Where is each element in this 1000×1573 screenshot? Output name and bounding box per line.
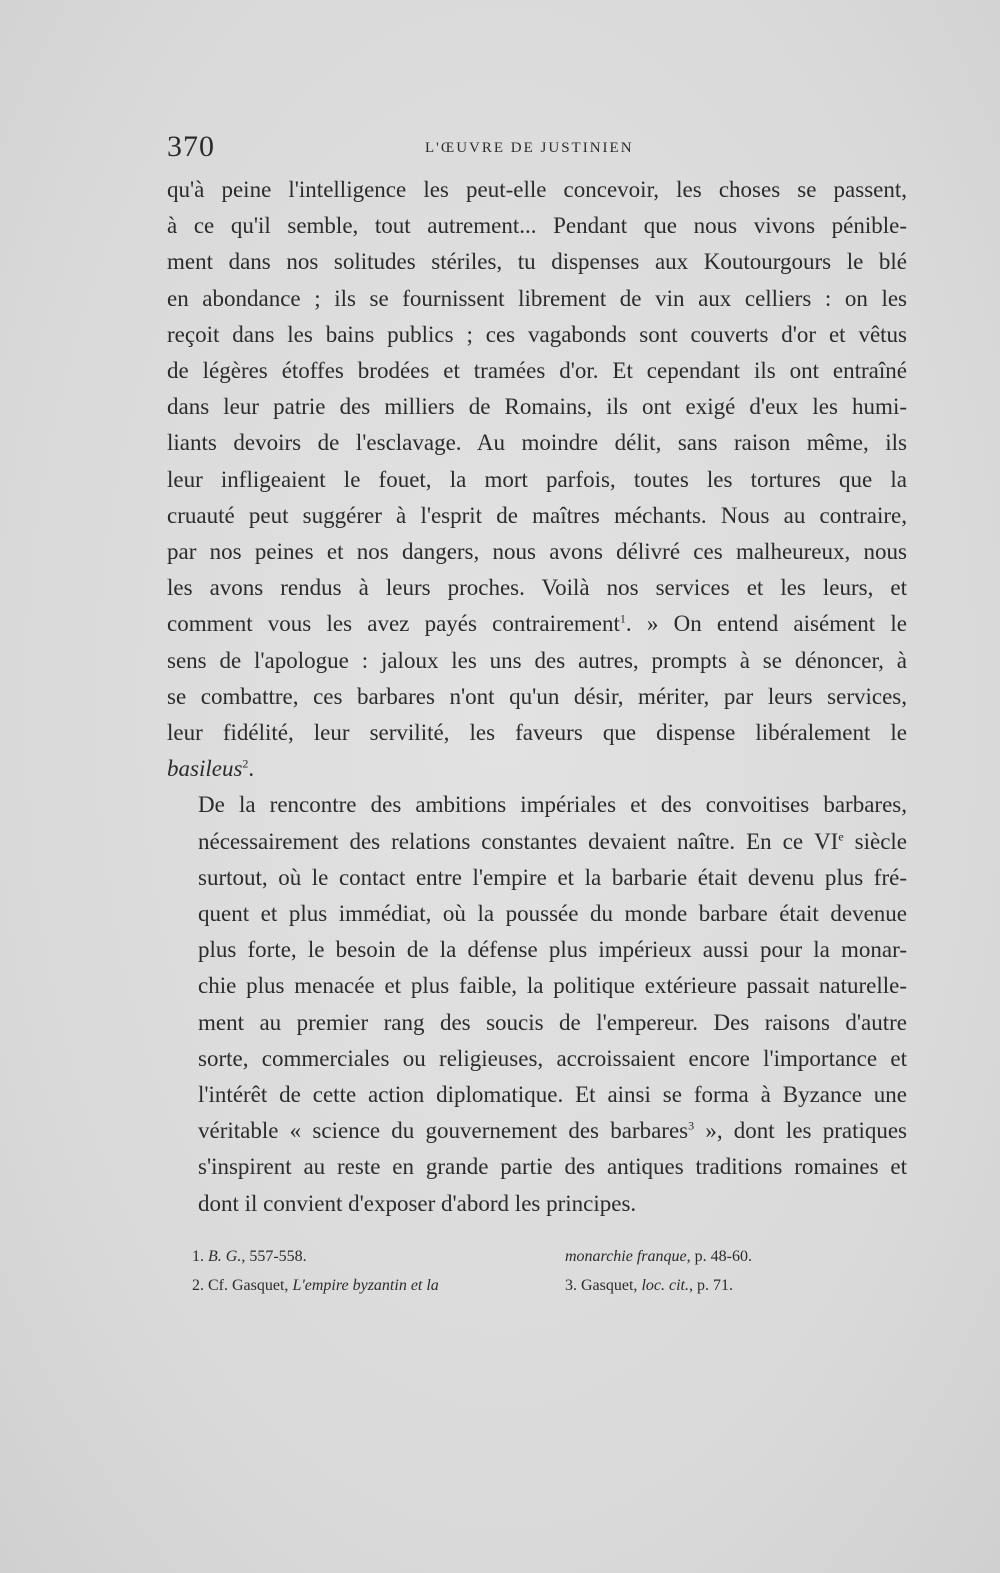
line-text: nécessairement des relations constantes devaient naître. En ce	[198, 828, 804, 854]
line-text: . » On entend aisément le	[625, 611, 907, 637]
text-line: qu'à peine l'intelligence les peut-elle concevoir, les choses se passent,	[167, 177, 907, 202]
text-line: surtout, où le contact entre l'empire et la barbarie était devenu plus fré-	[198, 864, 907, 890]
paragraph-1	[167, 172, 907, 787]
line-text: comment vous les avez payés contrairement	[167, 611, 620, 637]
running-title: L'ŒUVRE DE JUSTINIEN	[425, 140, 634, 156]
footnote-3	[565, 1271, 825, 1300]
paragraph-2	[167, 787, 907, 1221]
footnotes-right-column	[565, 1242, 825, 1300]
text-line: leur fidélité, leur servilité, les faveurs que dispense libéralement le	[167, 720, 907, 746]
line-text: », dont les pratiques	[694, 1118, 908, 1144]
page-header	[167, 130, 907, 170]
text-line: les avons rendus à leurs proches. Voilà nos services et les leurs, et	[167, 575, 907, 601]
footnote-italic: L'empire byzantin et la	[292, 1277, 439, 1294]
footnote-2	[192, 1271, 542, 1300]
footnote-italic: monarchie franque	[565, 1248, 687, 1265]
footnote-number: 3.	[565, 1277, 577, 1294]
footnote-italic: B. G.	[208, 1248, 242, 1265]
text-line: par nos peines et nos dangers, nous avons délivré ces malheureux, nous	[167, 539, 907, 565]
footnote-italic: loc. cit.	[641, 1277, 689, 1294]
footnote-text: , 557-558.	[241, 1248, 307, 1265]
page-number: 370	[167, 130, 215, 163]
line-text: véritable « science du gouvernement des barbares	[198, 1118, 689, 1144]
footnote-ref-2: 2	[242, 756, 249, 771]
text-line: quent et plus immédiat, où la poussée du monde barbare était devenue	[198, 901, 907, 927]
footnote-ref-1: 1	[619, 611, 626, 626]
text-line: plus forte, le besoin de la défense plus impérieux aussi pour la monar-	[198, 937, 907, 963]
text-line: reçoit dans les bains publics ; ces vagabonds sont couverts d'or et vêtus	[167, 321, 907, 347]
text-line: liants devoirs de l'esclavage. Au moindre délit, sans raison même, ils	[167, 430, 907, 456]
text-line: De la rencontre des ambitions impériales et des convoitises barbares,	[198, 792, 907, 818]
line-text: siècle	[843, 828, 908, 854]
text-line: chie plus menacée et plus faible, la politique extérieure passait naturelle-	[198, 973, 907, 999]
text-line: se combattre, ces barbares n'ont qu'un désir, mériter, par leurs services,	[167, 683, 907, 709]
text-line: sens de l'apologue : jaloux les uns des autres, prompts à se dénoncer, à	[167, 647, 907, 673]
century-suffix: e	[838, 829, 844, 843]
text-line	[167, 751, 907, 787]
footnote-number: 2.	[192, 1277, 204, 1294]
footnote-number: 1.	[192, 1248, 204, 1265]
footnote-text: Cf. Gasquet,	[208, 1277, 293, 1294]
footnotes-left-column	[192, 1242, 542, 1300]
italic-term: basileus	[167, 756, 243, 782]
text-line: de légères étoffes brodées et tramées d'or. Et cependant ils ont entraîné	[167, 358, 907, 384]
century-numeral: VI	[814, 828, 839, 854]
text-line: l'intérêt de cette action diplomatique. Et ainsi se forma à Byzance une	[198, 1082, 907, 1108]
line-text: .	[248, 756, 255, 782]
text-line: ment au premier rang des soucis de l'empereur. Des raisons d'autre	[198, 1009, 907, 1035]
text-line: s'inspirent au reste en grande partie des antiques traditions romaines et	[198, 1154, 907, 1180]
text-line	[167, 824, 907, 860]
footnote-text: Gasquet,	[581, 1277, 642, 1294]
footnote-1	[192, 1242, 542, 1271]
text-line	[167, 606, 907, 642]
footnote-text: , p. 48-60.	[686, 1248, 752, 1265]
text-line: en abondance ; ils se fournissent librement de vin aux celliers : on les	[167, 285, 907, 311]
footnote-2-continued	[565, 1242, 825, 1271]
main-text	[167, 172, 907, 1222]
text-line: sorte, commerciales ou religieuses, accroissaient encore l'importance et	[198, 1045, 907, 1071]
footnote-ref-3: 3	[688, 1118, 695, 1133]
text-line: dont il convient d'exposer d'abord les principes.	[198, 1190, 637, 1216]
text-line	[167, 1113, 907, 1149]
footnote-text: , p. 71.	[688, 1277, 733, 1294]
text-line: dans leur patrie des milliers de Romains, ils ont exigé d'eux les humi-	[167, 394, 907, 420]
text-line: leur infligeaient le fouet, la mort parfois, toutes les tortures que la	[167, 466, 907, 492]
text-line: cruauté peut suggérer à l'esprit de maîtres méchants. Nous au contraire,	[167, 502, 907, 528]
text-line: ment dans nos solitudes stériles, tu dispenses aux Koutourgours le blé	[167, 249, 907, 275]
text-line: à ce qu'il semble, tout autrement... Pendant que nous vivons pénible-	[167, 213, 907, 239]
